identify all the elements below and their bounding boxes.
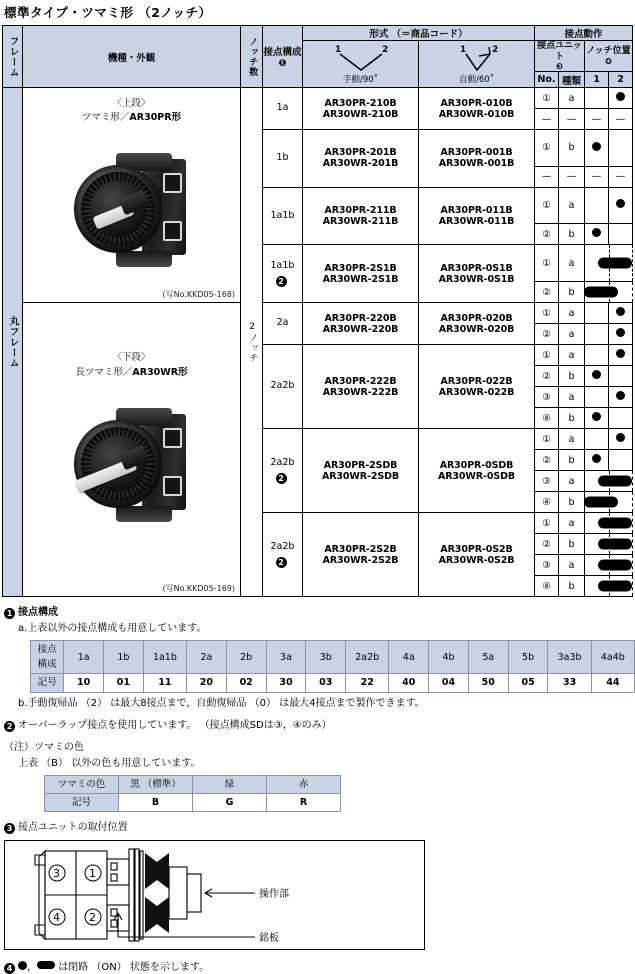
- note-2-text: 2 オーバーラップ接点を使用しています。 （接点構成SDは③，④のみ）: [4, 718, 635, 734]
- overlap-oval-marker: [598, 560, 632, 571]
- unit-no-cell: —: [535, 166, 559, 187]
- notch-position-2-cell: [609, 450, 633, 471]
- notch-position-1-cell: [585, 345, 609, 366]
- unit-kind-cell: a: [559, 303, 585, 324]
- note-1-bullet: 1: [4, 608, 15, 619]
- color-note-title: （注）ツマミの色: [4, 741, 84, 753]
- notch-position-overlap-cell: [585, 513, 633, 534]
- notch-position-1-cell: [585, 88, 609, 109]
- symbol-cell: 20: [187, 674, 227, 692]
- unit-kind-cell: a: [559, 324, 585, 345]
- composition-cell: 1b: [263, 130, 303, 188]
- notch-position-overlap-cell: [585, 534, 633, 555]
- unit-no-cell: ④: [535, 408, 559, 429]
- notch-position-2-cell: [609, 224, 633, 245]
- unit-kind-cell: a: [559, 555, 585, 576]
- header-notch-count: ノッチ数: [241, 26, 263, 88]
- auto-label: 自動/60˚: [459, 75, 494, 85]
- table-row: [3, 303, 633, 324]
- knob-symbol-cell: R: [267, 793, 341, 811]
- header-frame: フレーム: [3, 26, 23, 88]
- header-type-code: 形式 （＝商品コード）: [303, 26, 535, 41]
- notch-position-1-cell: [585, 187, 609, 224]
- unit-kind-cell: b: [559, 450, 585, 471]
- knob-color-label: ツマミの色: [45, 775, 119, 793]
- unit-no-cell: ①: [535, 303, 559, 324]
- knob-symbol-cell: B: [119, 793, 193, 811]
- unit-kind-cell: —: [559, 109, 585, 130]
- symbol-row: [31, 674, 635, 692]
- symbol-cell: 10: [64, 674, 104, 692]
- header-no: No.: [535, 72, 559, 88]
- knob-symbol-label: 記号: [45, 793, 119, 811]
- header-contact-unit-label: 接点ユニット: [537, 41, 582, 62]
- notch-position-2-cell: [609, 187, 633, 224]
- note-3-title: 3 接点ユニットの取付位置: [4, 820, 635, 836]
- header-manual-diagram: [303, 41, 419, 88]
- notch-position-1-cell: [585, 130, 609, 167]
- header-contact-action: 接点動作: [535, 26, 633, 41]
- composition-row-label: 接点構成: [31, 641, 64, 674]
- nameplate-label: 銘板: [259, 932, 279, 944]
- notch-position-overlap-cell: [585, 282, 633, 303]
- closed-oval-icon: [37, 961, 55, 969]
- notch-position-overlap-cell: [585, 576, 633, 597]
- knob-symbol-cell: G: [193, 793, 267, 811]
- header-kind: 種類: [559, 72, 585, 88]
- closed-dot-marker: [592, 370, 601, 379]
- composition-cell: 1a1b 2: [263, 245, 303, 303]
- mounting-position-diagram: [4, 840, 425, 950]
- symbol-cell: 11: [143, 674, 186, 692]
- notch-position-1-cell: [585, 224, 609, 245]
- auto-code-cell: AR30PR-020B AR30WR-020B: [419, 303, 535, 345]
- composition-cell: 4a: [389, 641, 429, 674]
- unit-no-cell: ①: [535, 245, 559, 282]
- manual-code-cell: AR30PR-210B AR30WR-210B: [303, 88, 419, 130]
- composition-cell: 2a: [187, 641, 227, 674]
- overlap-oval-marker: [598, 258, 632, 269]
- unit-kind-cell: a: [559, 187, 585, 224]
- manual-code-cell: AR30PR-2S1B AR30WR-2S1B: [303, 245, 419, 303]
- closed-dot-marker: [592, 454, 601, 463]
- unit-kind-cell: a: [559, 513, 585, 534]
- composition-cell: 2a2b: [263, 345, 303, 429]
- svg-text:2: 2: [381, 45, 388, 55]
- symbol-cell: 22: [346, 674, 389, 692]
- notch-position-2-cell: [609, 303, 633, 324]
- overlap-oval-marker: [598, 518, 632, 529]
- notch-position-2-cell: [609, 387, 633, 408]
- svg-text:1: 1: [89, 866, 96, 880]
- composition-cell: 3b: [306, 641, 346, 674]
- unit-no-cell: ②: [535, 534, 559, 555]
- product-photo: [23, 125, 240, 293]
- overlap-oval-marker: [598, 476, 632, 487]
- header-auto-diagram: [419, 41, 535, 88]
- notch-position-2-cell: —: [609, 109, 633, 130]
- unit-no-cell: ①: [535, 429, 559, 450]
- symbol-cell: 30: [266, 674, 306, 692]
- composition-cell: 4a4b: [591, 641, 634, 674]
- unit-kind-cell: b: [559, 492, 585, 513]
- page-title: 標準タイプ・ツマミ形 （2ノッチ）: [4, 5, 212, 20]
- header-contact-unit: [535, 41, 585, 72]
- composition-cell: 1a1b: [263, 187, 303, 245]
- unit-kind-cell: b: [559, 224, 585, 245]
- svg-text:1: 1: [334, 45, 341, 55]
- specification-table-body: [3, 88, 633, 597]
- unit-kind-cell: a: [559, 245, 585, 282]
- notch-position-overlap-cell: [585, 492, 633, 513]
- symbol-cell: 50: [468, 674, 508, 692]
- overlap-bullet: 2: [276, 473, 287, 484]
- notch-position-1-cell: [585, 324, 609, 345]
- header-contact-composition-note: ❶: [278, 58, 287, 69]
- composition-cell: 2a2b 2: [263, 429, 303, 513]
- header-notch-position-label: ノッチ位置: [586, 46, 631, 57]
- header-contact-composition: [263, 26, 303, 88]
- notch-position-2-cell: [609, 324, 633, 345]
- closed-dot-marker: [616, 92, 625, 101]
- note-4-bullet: 4: [4, 963, 15, 974]
- unit-no-cell: ①: [535, 187, 559, 224]
- svg-text:2: 2: [491, 45, 498, 55]
- notch-position-1-cell: [585, 408, 609, 429]
- notch-position-2-cell: —: [609, 166, 633, 187]
- header-contact-unit-note: ❸: [556, 61, 563, 71]
- overlap-oval-marker: [584, 287, 618, 298]
- unit-kind-cell: a: [559, 88, 585, 109]
- svg-text:4: 4: [53, 910, 60, 924]
- notch-position-1-cell: [585, 429, 609, 450]
- unit-no-cell: ②: [535, 282, 559, 303]
- auto-code-cell: AR30PR-011B AR30WR-011B: [419, 187, 535, 245]
- svg-text:3: 3: [53, 866, 60, 880]
- composition-cell: 1a1b: [143, 641, 186, 674]
- auto-code-cell: AR30PR-010B AR30WR-010B: [419, 88, 535, 130]
- unit-kind-cell: b: [559, 282, 585, 303]
- model-tier: 〈下段〉: [112, 352, 151, 364]
- note-1b-text: b.手動復帰品 （2） は最大8接点まで，自動復帰品 （0） は最大4接点まで製作できます。: [18, 697, 425, 709]
- unit-no-cell: ③: [535, 471, 559, 492]
- closed-dot-marker: [592, 412, 601, 421]
- unit-no-cell: ③: [535, 387, 559, 408]
- knob-color-cell: 黒 （標準）: [119, 775, 193, 793]
- knob-symbol-row: [45, 793, 341, 811]
- color-note-sub: 上表 （B） 以外の色も用意しています。: [18, 757, 201, 769]
- unit-kind-cell: a: [559, 471, 585, 492]
- composition-cell: 1a: [64, 641, 104, 674]
- closed-dot-marker: [616, 391, 625, 400]
- header-model-appearance: 機種・外観: [23, 26, 241, 88]
- symbol-cell: 01: [104, 674, 144, 692]
- svg-text:1: 1: [459, 45, 466, 55]
- composition-header-row: [31, 641, 635, 674]
- model-tier: 〈上段〉: [112, 97, 151, 109]
- operator-label: 操作部: [259, 888, 289, 900]
- composition-cell: 3a3b: [548, 641, 591, 674]
- symbol-cell: 05: [508, 674, 548, 692]
- unit-kind-cell: —: [559, 166, 585, 187]
- notch-position-2-cell: [609, 429, 633, 450]
- header-pos1: 1: [585, 72, 609, 88]
- manual-code-cell: AR30PR-222B AR30WR-222B: [303, 345, 419, 429]
- composition-cell: 2a: [263, 303, 303, 345]
- header-pos2: 2: [609, 72, 633, 88]
- unit-no-cell: ③: [535, 555, 559, 576]
- manual-code-cell: AR30PR-201B AR30WR-201B: [303, 130, 419, 188]
- header-contact-composition-label: 接点構成: [263, 47, 302, 58]
- photo-number: (写No.KKD05-169): [162, 584, 235, 593]
- unit-kind-cell: b: [559, 576, 585, 597]
- composition-cell: 5b: [508, 641, 548, 674]
- notch-position-overlap-cell: [585, 555, 633, 576]
- symbol-cell: 02: [226, 674, 266, 692]
- unit-kind-cell: a: [559, 345, 585, 366]
- switch-cross-section-icon: [5, 841, 424, 949]
- auto-code-cell: AR30PR-0SDB AR30WR-0SDB: [419, 429, 535, 513]
- manual-label: 手動/90˚: [343, 75, 378, 85]
- specification-table: [2, 25, 633, 597]
- unit-kind-cell: b: [559, 408, 585, 429]
- symbol-cell: 40: [389, 674, 429, 692]
- unit-no-cell: ②: [535, 324, 559, 345]
- notch-position-1-cell: —: [585, 166, 609, 187]
- notch-position-overlap-cell: [585, 471, 633, 492]
- composition-cell: 5a: [468, 641, 508, 674]
- unit-kind-cell: b: [559, 130, 585, 167]
- model-name: ツマミ形／AR30PR形: [81, 112, 182, 123]
- symbol-cell: 03: [306, 674, 346, 692]
- manual-90-degree-icon: [318, 43, 404, 73]
- unit-no-cell: ①: [535, 513, 559, 534]
- model-cell-upper: [23, 88, 241, 303]
- overlap-oval-marker: [598, 581, 632, 592]
- product-photo: [23, 380, 240, 548]
- model-name: 長ツマミ形／AR30WR形: [75, 366, 188, 378]
- legend-note-4: 4 ， は閉路 （ON） 状態を示します。: [0, 950, 635, 974]
- unit-no-cell: ①: [535, 130, 559, 167]
- unit-no-cell: —: [535, 109, 559, 130]
- manual-code-cell: AR30PR-2SDB AR30WR-2SDB: [303, 429, 419, 513]
- notch-position-1-cell: [585, 303, 609, 324]
- note-2-bullet: 2: [4, 721, 15, 732]
- notch-position-2-cell: [609, 366, 633, 387]
- closed-dot-marker: [592, 228, 601, 237]
- notch-count-cell: 2ノッチ: [241, 88, 263, 597]
- closed-dot-marker: [616, 433, 625, 442]
- notch-position-2-cell: [609, 345, 633, 366]
- overlap-bullet: 2: [276, 557, 287, 568]
- overlap-oval-marker: [598, 539, 632, 550]
- closed-dot-marker: [592, 142, 601, 151]
- composition-cell: 1a: [263, 88, 303, 130]
- model-cell-lower: [23, 303, 241, 597]
- unit-no-cell: ②: [535, 450, 559, 471]
- composition-cell: 4b: [429, 641, 469, 674]
- knob-color-cell: 緑: [193, 775, 267, 793]
- closed-dot-marker: [616, 349, 625, 358]
- symbol-row-label: 記号: [31, 674, 64, 692]
- composition-cell: 1b: [104, 641, 144, 674]
- closed-dot-marker: [616, 307, 625, 316]
- overlap-oval-marker: [584, 497, 618, 508]
- note-3-bullet: 3: [4, 823, 15, 834]
- notch-position-overlap-cell: [585, 245, 633, 282]
- closed-dot-marker: [616, 199, 625, 208]
- unit-no-cell: ④: [535, 576, 559, 597]
- unit-no-cell: ②: [535, 224, 559, 245]
- composition-symbol-table: [30, 640, 635, 693]
- unit-no-cell: ①: [535, 88, 559, 109]
- overlap-bullet: 2: [276, 276, 287, 287]
- notch-position-2-cell: [609, 88, 633, 109]
- unit-no-cell: ②: [535, 366, 559, 387]
- header-notch-position-note: ❹: [605, 56, 612, 66]
- notch-position-1-cell: [585, 387, 609, 408]
- knob-color-cell: 赤: [267, 775, 341, 793]
- auto-code-cell: AR30PR-0S2B AR30WR-0S2B: [419, 513, 535, 597]
- notch-position-1-cell: [585, 450, 609, 471]
- svg-text:2: 2: [89, 910, 96, 924]
- notes-section: [0, 597, 635, 836]
- closed-dot-icon: [18, 961, 27, 970]
- auto-code-cell: AR30PR-001B AR30WR-001B: [419, 130, 535, 188]
- notch-position-2-cell: [609, 130, 633, 167]
- symbol-cell: 33: [548, 674, 591, 692]
- knob-color-table: [44, 775, 341, 812]
- auto-code-cell: AR30PR-022B AR30WR-022B: [419, 345, 535, 429]
- legend-text: は閉路 （ON） 状態を示します。: [58, 961, 210, 973]
- unit-kind-cell: a: [559, 387, 585, 408]
- symbol-cell: 04: [429, 674, 469, 692]
- notch-position-1-cell: [585, 366, 609, 387]
- unit-no-cell: ①: [535, 345, 559, 366]
- composition-cell: 2a2b: [346, 641, 389, 674]
- auto-60-degree-icon: [434, 43, 520, 73]
- unit-kind-cell: b: [559, 534, 585, 555]
- manual-code-cell: AR30PR-220B AR30WR-220B: [303, 303, 419, 345]
- notch-position-2-cell: [609, 408, 633, 429]
- table-row: [3, 88, 633, 109]
- unit-no-cell: ④: [535, 492, 559, 513]
- header-notch-position: [585, 41, 633, 72]
- auto-code-cell: AR30PR-0S1B AR30WR-0S1B: [419, 245, 535, 303]
- composition-cell: 2b: [226, 641, 266, 674]
- frame-cell: 丸フレーム: [3, 88, 23, 597]
- knob-color-row: [45, 775, 341, 793]
- unit-kind-cell: a: [559, 429, 585, 450]
- note-1-title: 1 接点構成: [4, 605, 635, 621]
- symbol-cell: 44: [591, 674, 634, 692]
- unit-kind-cell: b: [559, 366, 585, 387]
- composition-cell: 3a: [266, 641, 306, 674]
- note-1a-text: a.上表以外の接点構成も用意しています。: [18, 623, 207, 634]
- photo-number: (写No.KKD05-168): [162, 290, 235, 299]
- manual-code-cell: AR30PR-211B AR30WR-211B: [303, 187, 419, 245]
- composition-cell: 2a2b 2: [263, 513, 303, 597]
- closed-dot-marker: [616, 328, 625, 337]
- manual-code-cell: AR30PR-2S2B AR30WR-2S2B: [303, 513, 419, 597]
- notch-position-1-cell: —: [585, 109, 609, 130]
